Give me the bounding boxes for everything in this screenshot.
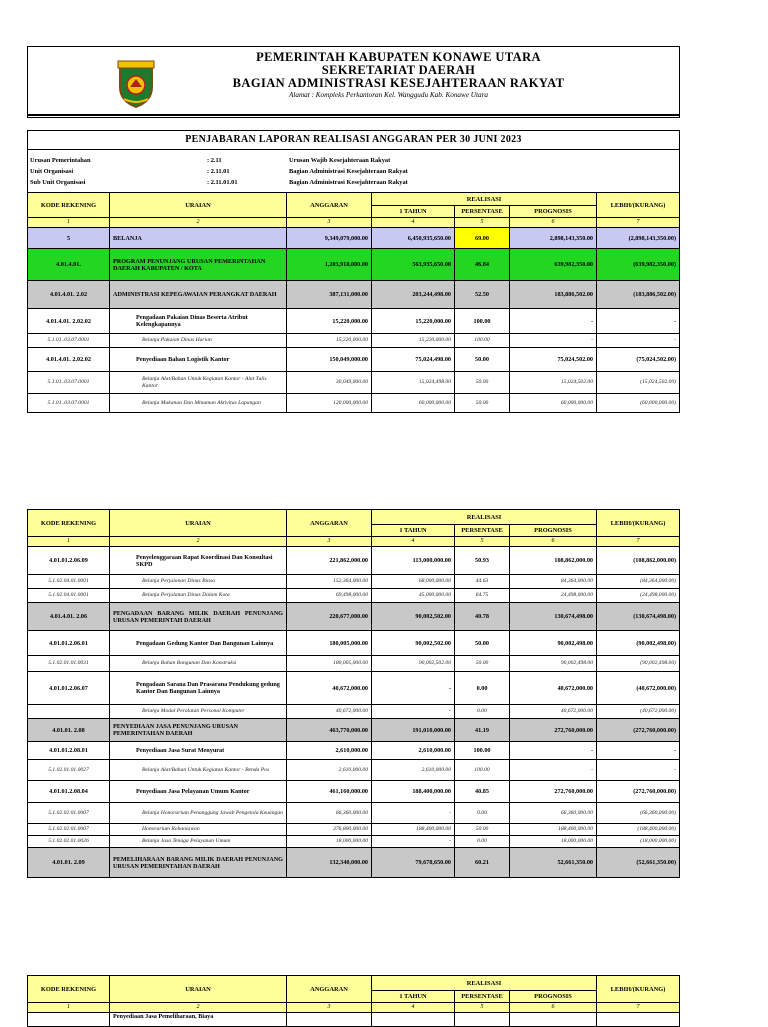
prognosis-cell: 90,002,498.00 [510,631,597,656]
tahun-cell: 15,024,498.00 [372,372,455,394]
table-row [28,760,680,781]
kode-cell: 5.1.02.01.01.0031 [28,656,110,672]
lebih-cell: (40,672,000.00) [597,705,680,719]
column-number-row: 1 2 3 4 5 6 7 [28,537,680,547]
department-title: BAGIAN ADMINISTRASI KESEJAHTERAAN RAKYAT [232,76,565,90]
lebih-cell: (60,000,000.00) [597,394,680,413]
prognosis-cell: - [510,309,597,334]
report-title: PENJABARAN LAPORAN REALISASI ANGGARAN PER 30 JUNI 2023 [27,130,680,150]
persen-cell: 69.00 [455,228,510,249]
secretariat-title: SEKRETARIAT DAERAH [321,63,476,77]
table-row [28,394,680,413]
table-row [28,589,680,603]
persen-cell: 60.21 [455,848,510,878]
table-row [28,803,680,824]
kode-cell: 5.1.01..03.07.0001 [28,372,110,394]
persen-cell: 50.00 [455,348,510,372]
prognosis-cell: 183,886,502.00 [510,281,597,309]
prognosis-cell: - [510,742,597,760]
lebih-cell: (272,760,000.00) [597,719,680,742]
lebih-cell: (18,000,000.00) [597,836,680,848]
persen-cell: 0.00 [455,672,510,705]
tahun-cell: 90,002,502.00 [372,656,455,672]
lebih-cell: (272,760,000.00) [597,781,680,803]
prognosis-cell: 52,661,350.00 [510,848,597,878]
uraian-cell: Belanja Alat/Bahan Untuk Kegiatan Kantor - Alat Tulis Kantor [110,372,287,394]
prognosis-cell: 18,000,000.00 [510,836,597,848]
col-uraian: URAIAN [110,193,287,218]
tahun-cell: 203,244,498.00 [372,281,455,309]
government-title: PEMERINTAH KABUPATEN KONAWE UTARA [256,50,541,64]
prognosis-cell: 60,000,000.00 [510,394,597,413]
table-row [28,781,680,803]
uraian-cell: PROGRAM PENUNJANG URUSAN PEMERINTAHAN DAERAH KABUPATEN / KOTA [110,249,287,281]
uraian-cell: PEMELIHARAAN BARANG MILIK DAERAH PENUNJANG URUSAN PEMERINTAHAN DAERAH [110,848,287,878]
persen-cell: 50.00 [455,631,510,656]
kode-cell: 5.1.02.02.01.0007 [28,824,110,836]
kode-cell: 4.01.4.01. [28,249,110,281]
uraian-cell: Penyediaan Jasa Surat Menyurat [110,742,287,760]
table-row [28,309,680,334]
uraian-cell: Belanja Perjalanan Dinas Biasa [110,575,287,589]
col-persen: PERSENTASE [455,525,510,537]
tahun-cell: 563,935,650.00 [372,249,455,281]
anggaran-cell: 40,672,000.00 [287,672,372,705]
lebih-cell: (24,498,000.00) [597,589,680,603]
kode-cell: 5.1.02.04.01.0001 [28,575,110,589]
tahun-cell: 90,002,502.00 [372,603,455,631]
tahun-cell: 68,000,000.00 [372,575,455,589]
lebih-cell: (15,024,502.00) [597,372,680,394]
column-number-row: 1 2 3 4 5 6 7 [28,218,680,228]
kode-cell: 5.1.02.02.01.0026 [28,836,110,848]
uraian-cell: Pengadaan Sarana Dan Prasarana Pendukung gedung Kantor Dan Bangunan Lainnya [110,672,287,705]
col-tahun: 1 TAHUN [372,525,455,537]
budget-table-3 [27,975,680,1027]
lebih-cell: - [597,309,680,334]
lebih-cell: (183,886,502.00) [597,281,680,309]
prognosis-cell: 40,672,000.00 [510,705,597,719]
col-realisasi: REALISASI [372,510,597,525]
anggaran-cell: 461,160,000.00 [287,781,372,803]
prognosis-cell: 2,898,143,350.00 [510,228,597,249]
tahun-cell: 15,220,000.00 [372,309,455,334]
prognosis-cell: 66,360,000.00 [510,803,597,824]
col-persen: PERSENTASE [455,991,510,1003]
lebih-cell: (639,982,350.00) [597,249,680,281]
kode-cell: 4.01.01. 2.09 [28,848,110,878]
persen-cell: 100.00 [455,760,510,781]
lebih-cell: - [597,334,680,348]
col-prognosis: PROGNOSIS [510,525,597,537]
lebih-cell: (130,674,498.00) [597,603,680,631]
uraian-cell: Pengadaan Gedung Kantor Dan Bangunan Lainnya [110,631,287,656]
tahun-cell: 188,400,000.00 [372,781,455,803]
uraian-cell: Belanja Bahan Bangunan Dan Konstruksi [110,656,287,672]
tahun-cell: 15,220,000.00 [372,334,455,348]
anggaran-cell: 180,005,000.00 [287,631,372,656]
lebih-cell: (90,002,498.00) [597,656,680,672]
prognosis-cell: 24,498,000.00 [510,589,597,603]
anggaran-cell: 152,364,000.00 [287,575,372,589]
tahun-cell: 2,610,000.00 [372,742,455,760]
prognosis-cell: 75,024,502.00 [510,348,597,372]
prognosis-cell: 130,674,498.00 [510,603,597,631]
tahun-cell: - [372,705,455,719]
kode-cell: 4.01.01.2.08.04 [28,781,110,803]
kode-cell: 5.1.01..03.07.0001 [28,334,110,348]
persen-cell: 50.00 [455,656,510,672]
col-persen: PERSENTASE [455,206,510,218]
table-row [28,334,680,348]
tahun-cell: 60,000,000.00 [372,394,455,413]
tahun-cell: 2,610,000.00 [372,760,455,781]
lebih-cell: (2,898,143,350.00) [597,228,680,249]
table-row [28,836,680,848]
tahun-cell: - [372,672,455,705]
table-row [28,719,680,742]
persen-cell: 50.00 [455,372,510,394]
persen-cell: 0.00 [455,836,510,848]
uraian-cell: Belanja Jasa Tenaga Pelayanan Umum [110,836,287,848]
col-anggaran: ANGGARAN [287,976,372,1003]
address-line: Alamat : Kompleks Perkantoran Kel. Wanggudu Kab. Konawe Utara [289,91,488,99]
persen-cell: 0.00 [455,705,510,719]
table-row [28,228,680,249]
tahun-cell: - [372,836,455,848]
organization-info: Urusan Pemerintahan : 2.11 Urusan Wajib Kesejahteraan Rakyat Unit Organisasi : 2.11.01 Bagian Administrasi Kesejahteraan Rakyat Sub Unit Organisasi : 2.11.01.01 Bagian Administrasi Kesejahteraan Rakyat [27,148,680,192]
prognosis-cell: 40,672,000.00 [510,672,597,705]
kode-cell: 4.01.4.01. 2.02.02 [28,348,110,372]
prognosis-cell: 15,024,502.00 [510,372,597,394]
table-row [28,848,680,878]
kode-cell: 4.01.01.2.08.01 [28,742,110,760]
table-row [28,824,680,836]
col-anggaran: ANGGARAN [287,510,372,537]
anggaran-cell: 2,610,000.00 [287,760,372,781]
persen-cell: 50.93 [455,547,510,575]
persen-cell: 0.00 [455,803,510,824]
table-row [28,705,680,719]
persen-cell: 52.50 [455,281,510,309]
lebih-cell: (188,400,000.00) [597,824,680,836]
table-row [28,672,680,705]
prognosis-cell: 188,400,000.00 [510,824,597,836]
kode-cell: 4.01.4.01. 2.06 [28,603,110,631]
table-row [28,249,680,281]
table-row [28,656,680,672]
lebih-cell: (40,672,000.00) [597,672,680,705]
uraian-cell: PENYEDIAAN JASA PENUNJANG URUSAN PEMERINTAHAN DAERAH [110,719,287,742]
uraian-cell: Penyelenggaraan Rapat Koordinasi Dan Konsultasi SKPD [110,547,287,575]
anggaran-cell: 463,770,000.00 [287,719,372,742]
anggaran-cell: 180,005,000.00 [287,656,372,672]
uraian-cell: Pengadaan Pakaian Dinas Beserta Atribut Kelengkapannya [110,309,287,334]
column-number-row: 1 2 3 4 5 6 7 [28,1003,680,1013]
table-row [28,631,680,656]
persen-cell: 41.19 [455,719,510,742]
tahun-cell: 113,000,000.00 [372,547,455,575]
col-uraian: URAIAN [110,976,287,1003]
persen-cell: 46.84 [455,249,510,281]
kode-cell: 4.01.01.2.06.07 [28,672,110,705]
prognosis-cell: 90,002,498.00 [510,656,597,672]
uraian-cell: Penyediaan Bahan Logistik Kantor [110,348,287,372]
tahun-cell: 6,450,935,650.00 [372,228,455,249]
uraian-cell: ADMINISTRASI KEPEGAWAIAN PERANGKAT DAERAH [110,281,287,309]
anggaran-cell: 221,862,000.00 [287,547,372,575]
anggaran-cell: 9,349,079,000.00 [287,228,372,249]
lebih-cell: - [597,760,680,781]
kode-cell: 5.1.02.04.01.0001 [28,589,110,603]
col-tahun: 1 TAHUN [372,206,455,218]
persen-cell: 64.75 [455,589,510,603]
anggaran-cell: 18,000,000.00 [287,836,372,848]
anggaran-cell: 387,131,000.00 [287,281,372,309]
uraian-cell: Penyediaan Jasa Pelayanan Umum Kantor [110,781,287,803]
kode-cell: 5.1.01..03.07.0001 [28,394,110,413]
anggaran-cell: 69,498,000.00 [287,589,372,603]
table-row [28,742,680,760]
col-kode: KODE REKENING [28,510,110,537]
col-prognosis: PROGNOSIS [510,991,597,1003]
letterhead [27,46,680,118]
tahun-cell: 191,010,000.00 [372,719,455,742]
col-kode: KODE REKENING [28,976,110,1003]
col-lebih: LEBIH/(KURANG) [597,510,680,537]
col-realisasi: REALISASI [372,976,597,991]
uraian-cell: PENGADAAN BARANG MILIK DAERAH PENUNJANG URUSAN PEMERINTAH DAERAH [110,603,287,631]
col-kode: KODE REKENING [28,193,110,218]
anggaran-cell: 1,203,918,000.00 [287,249,372,281]
anggaran-cell: 376,800,000.00 [287,824,372,836]
table-row [28,348,680,372]
prognosis-cell: - [510,334,597,348]
table-row [28,575,680,589]
table-row: Penyediaan Jasa Pemeliharaan, Biaya [28,1013,680,1027]
persen-cell: 44.63 [455,575,510,589]
persen-cell: 100.00 [455,742,510,760]
persen-cell: 40.78 [455,603,510,631]
col-realisasi: REALISASI [372,193,597,206]
anggaran-cell: 30,049,000.00 [287,372,372,394]
uraian-cell: Belanja Perjalanan Dinas Dalam Kota [110,589,287,603]
table-row [28,281,680,309]
kode-cell: 4.01.01. 2.08 [28,719,110,742]
prognosis-cell: 84,364,000.00 [510,575,597,589]
prognosis-cell: 108,862,000.00 [510,547,597,575]
persen-cell: 50.00 [455,394,510,413]
persen-cell: 100.00 [455,309,510,334]
tahun-cell: 45,000,000.00 [372,589,455,603]
col-lebih: LEBIH/(KURANG) [597,193,680,218]
anggaran-cell: 15,220,000.00 [287,334,372,348]
uraian-cell: Belanja Modal Peralatan Personal Komputer [110,705,287,719]
kode-cell: 4.01.4.01. 2.02 [28,281,110,309]
uraian-cell: Belanja Honorarium Penanggung Jawab Pengelola Keuangan [110,803,287,824]
prognosis-cell: 272,760,000.00 [510,781,597,803]
lebih-cell: (52,661,350.00) [597,848,680,878]
uraian-cell: Belanja Pakaian Dinas Harian [110,334,287,348]
prognosis-cell: 639,982,350.00 [510,249,597,281]
persen-cell: 50.00 [455,824,510,836]
anggaran-cell: 150,049,000.00 [287,348,372,372]
anggaran-cell: 220,677,000.00 [287,603,372,631]
col-anggaran: ANGGARAN [287,193,372,218]
tahun-cell: 75,024,498.00 [372,348,455,372]
uraian-cell: Honorarium Rohaniawan [110,824,287,836]
budget-table-2 [27,509,680,878]
tahun-cell: 90,002,502.00 [372,631,455,656]
anggaran-cell: 40,672,000.00 [287,705,372,719]
persen-cell: 100.00 [455,334,510,348]
table-row [28,372,680,394]
anggaran-cell: 2,610,000.00 [287,742,372,760]
header-divider [27,114,680,116]
kode-cell: 5.1.02.02.01.0007 [28,803,110,824]
kode-cell: 4.01.4.01. 2.02.02 [28,309,110,334]
anggaran-cell: 66,360,000.00 [287,803,372,824]
tahun-cell: 188,400,000.00 [372,824,455,836]
anggaran-cell: 120,000,000.00 [287,394,372,413]
kode-cell: 5.1.02.01.01.0027 [28,760,110,781]
col-uraian: URAIAN [110,510,287,537]
persen-cell: 40.85 [455,781,510,803]
table-row [28,603,680,631]
lebih-cell: (90,002,498.00) [597,631,680,656]
kode-cell: 4.01.01.2.06.01 [28,631,110,656]
anggaran-cell: 132,340,000.00 [287,848,372,878]
table-row [28,547,680,575]
lebih-cell: (84,364,000.00) [597,575,680,589]
lebih-cell: (108,862,000.00) [597,547,680,575]
lebih-cell: - [597,742,680,760]
col-prognosis: PROGNOSIS [510,206,597,218]
col-tahun: 1 TAHUN [372,991,455,1003]
uraian-cell: Belanja Makanan Dan Minuman Aktivitas Lapangan [110,394,287,413]
kode-cell [28,705,110,719]
budget-table-1 [27,192,680,413]
anggaran-cell: 15,220,000.00 [287,309,372,334]
uraian-cell: BELANJA [110,228,287,249]
kode-cell: 5 [28,228,110,249]
prognosis-cell: 272,760,000.00 [510,719,597,742]
lebih-cell: (75,024,502.00) [597,348,680,372]
tahun-cell: 79,678,650.00 [372,848,455,878]
uraian-cell: Belanja Alat/Bahan Untuk Kegiatan Kantor - Benda Pos [110,760,287,781]
lebih-cell: (66,360,000.00) [597,803,680,824]
col-lebih: LEBIH/(KURANG) [597,976,680,1003]
prognosis-cell: - [510,760,597,781]
tahun-cell: - [372,803,455,824]
kode-cell: 4.01.01.2.06.09 [28,547,110,575]
